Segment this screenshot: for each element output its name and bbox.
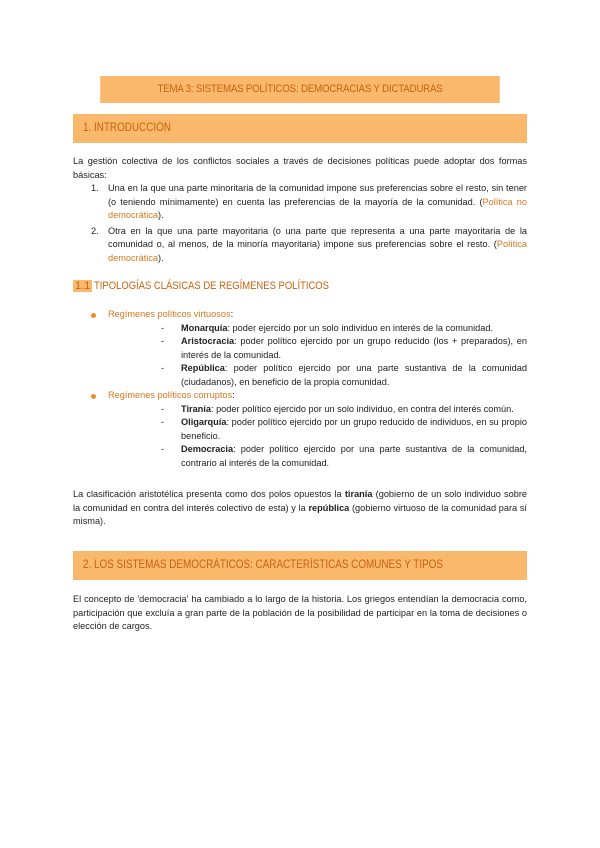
subsection-title: TIPOLOGÍAS CLÁSICAS DE REGÍMENES POLÍTICOS — [94, 280, 330, 292]
dash-icon: - — [161, 363, 165, 373]
subsection-number: 1.1 — [75, 280, 91, 292]
dash-icon: - — [161, 444, 165, 454]
bullet-icon — [91, 313, 96, 318]
dash-icon: - — [161, 322, 165, 333]
document-title: TEMA 3: SISTEMAS POLÍTICOS: DEMOCRACIAS Y DICTADURAS — [157, 83, 443, 95]
dash-icon: - — [161, 417, 165, 427]
section-1-heading: 1. INTRODUCCIÓN — [83, 122, 171, 134]
intro-paragraph: La gestión colectiva de los conflictos sociales a través de decisiones políticas puede adoptar dos formas básicas: — [73, 156, 527, 180]
section-2-banner — [73, 551, 527, 580]
list-item: 2. Otra en la que una parte mayoritaria (o una parte que representa a una parte mayoritaria de la comunidad o, al menos, de la minoría mayoritaria) impone sus preferencias sobre el resto. (Política democrática). — [91, 225, 527, 263]
list-item: - Oligarquía: poder político ejercido por un grupo reducido de individuos, en su propio beneficio. — [161, 417, 527, 441]
democracy-paragraph: El concepto de 'democracia' ha cambiado a lo largo de la historia. Los griegos entendían la democracia como, participación que excluía a gran parte de la población de la posibilidad de participar en la toma de decisiones o elección de cargos. — [73, 594, 527, 631]
list-item: - Democracia: poder político ejercido por una parte sustantiva de la comunidad, contrario al interés de la comunidad. — [161, 444, 527, 468]
list-item: Regímenes políticos virtuosos: - Monarquía: poder ejercido por un solo individuo en interés de la comunidad. - Aristocracia: poder político ejercido por un grupo reducido (los + preparados), en interés de la comunidad. - República: poder político ejercido por una parte sustantiva de la comunidad (ciudadanos), en beneficio de la propia comunidad. — [73, 308, 527, 389]
list-item: 1. Una en la que una parte minoritaria de la comunidad impone sus preferencias sobre el resto, sin tener (o teniendo mínimamente) en cuenta las preferencias de la mayoría de la comunidad. (Política no democrática). — [91, 183, 527, 220]
document-title-banner — [100, 76, 500, 103]
list-item: - Aristocracia: poder político ejercido por un grupo reducido (los + preparados), en interés de la comunidad. — [161, 336, 527, 360]
link-politica-no-democratica[interactable]: Política no democrática — [108, 196, 527, 220]
regimes-list — [73, 308, 527, 470]
dash-icon: - — [161, 336, 165, 346]
dash-icon: - — [161, 403, 165, 414]
forms-list — [73, 182, 527, 267]
subsection-heading — [73, 280, 368, 292]
aristotle-paragraph: La clasificación aristotélica presenta como dos polos opuestos la tiranía (gobierno de un solo individuo sobre la comunidad en contra del interés colectivo de esta) y la república (gobierno virtuoso de la comunidad para sí misma). — [73, 489, 527, 526]
list-item: Regímenes políticos corruptos: - Tiranía: poder político ejercido por un solo individuo, en contra del interés común. - Oligarquía: poder político ejercido por un grupo reducido de individuos, en su propio beneficio. - Democracia: poder político ejercido por una parte sustantiva de la comunidad, contrario al interés de la comunidad. — [73, 389, 527, 470]
bullet-icon — [91, 394, 96, 399]
section-1-banner — [73, 114, 527, 143]
section-2-heading: 2. LOS SISTEMAS DEMOCRÁTICOS: CARACTERÍSTICAS COMUNES Y TIPOS — [83, 559, 443, 571]
list-item: - Monarquía: poder ejercido por un solo individuo en interés de la comunidad. — [163, 322, 527, 336]
list-item: - República: poder político ejercido por una parte sustantiva de la comunidad (ciudadanos), en beneficio de la propia comunidad. — [161, 363, 527, 387]
list-item: - Tiranía: poder político ejercido por un solo individuo, en contra del interés común. — [163, 403, 527, 417]
link-politica-democratica[interactable]: Política democrática — [108, 239, 527, 263]
